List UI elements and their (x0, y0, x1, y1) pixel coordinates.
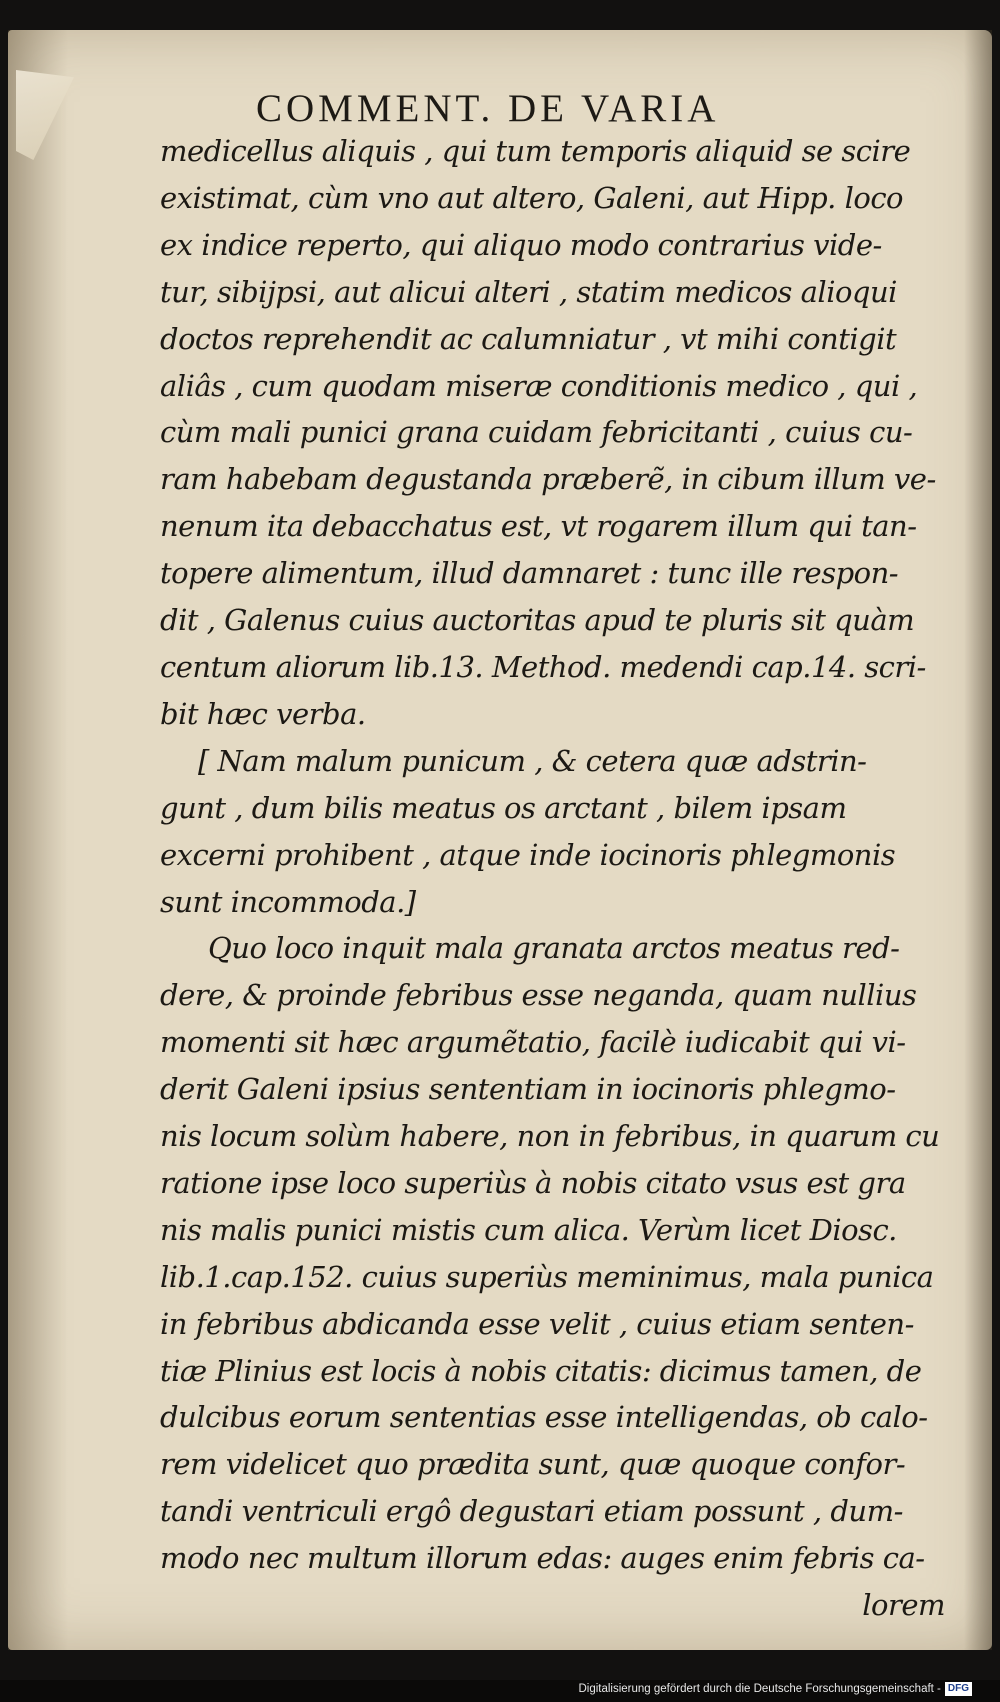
dfg-logo: DFG (945, 1682, 972, 1696)
running-header: COMMENT. DE VARIA (256, 87, 720, 130)
text-line: momenti sit hæc argumẽtatio, facilè iudicabit qui vi- (160, 1025, 906, 1060)
text-line: dit , Galenus cuius auctoritas apud te pluris sit quàm (160, 603, 915, 638)
digitization-credit (578, 1682, 972, 1696)
text-line: bit hæc verba. (160, 696, 366, 731)
text-line: aliâs , cum quodam miseræ conditionis medico , qui , (160, 368, 918, 403)
text-line: dulcibus eorum sententias esse intelligendas, ob calo- (160, 1400, 928, 1435)
text-line: lib.1.cap.152. cuius superiùs meminimus, mala punica (160, 1259, 934, 1294)
text-line: centum aliorum lib.13. Method. medendi cap.14. scri- (160, 649, 926, 684)
text-line: modo nec multum illorum edas: auges enim febris ca- (160, 1541, 925, 1576)
credit-text: Digitalisierung gefördert durch die Deutsche Forschungsgemeinschaft - (578, 1683, 941, 1696)
text-line: existimat, cùm vno aut altero, Galeni, aut Hipp. loco (160, 180, 904, 215)
text-line: tur, sibijpsi, aut alicui alteri , statim medicos alioqui (160, 274, 897, 309)
text-line: topere alimentum, illud damnaret : tunc ille respon- (160, 556, 899, 591)
text-line: nis locum solùm habere, non in febribus, in quarum cu (160, 1119, 940, 1154)
text-line: medicellus aliquis , qui tum temporis aliquid se scire (160, 134, 911, 168)
text-line: Quo loco inquit mala granata arctos meatus red- (208, 931, 900, 966)
text-line: in febribus abdicanda esse velit , cuius etiam senten- (160, 1306, 914, 1341)
folded-corner (16, 70, 74, 160)
text-line: ram habebam degustanda præberẽ, in cibum illum ve- (160, 462, 936, 497)
text-line: nenum ita debacchatus est, vt rogarem illum qui tan- (160, 509, 917, 544)
text-line: tandi ventriculi ergô degustari etiam possunt , dum- (160, 1494, 903, 1529)
quote-line: [ Nam malum punicum , & cetera quæ adstrin- (198, 743, 867, 778)
text-line: tiæ Plinius est locis à nobis citatis: dicimus tamen, de (160, 1353, 922, 1388)
text-line: dere, & proinde febribus esse neganda, quam nullius (160, 978, 917, 1013)
text-line: derit Galeni ipsius sententiam in iocinoris phlegmo- (160, 1072, 896, 1107)
text-line: rem videlicet quo prædita sunt, quæ quoque confor- (160, 1447, 906, 1482)
text-line: nis malis punici mistis cum alica. Verùm licet Diosc. (160, 1212, 897, 1247)
text-line: ex indice reperto, qui aliquo modo contrarius vide- (160, 227, 882, 262)
text-line: ratione ipse loco superiùs à nobis citato vsus est gra (160, 1165, 906, 1200)
body-text (160, 128, 960, 1629)
text-line: doctos reprehendit ac calumniatur , vt mihi contigit (160, 321, 897, 356)
text-line: cùm mali punici grana cuidam febricitanti , cuius cu- (160, 415, 913, 450)
catchword: lorem (862, 1588, 945, 1623)
quote-line: sunt incommoda.] (160, 884, 416, 919)
quote-line: gunt , dum bilis meatus os arctant , bilem ipsam (160, 790, 847, 825)
quote-line: excerni prohibent , atque inde iocinoris phlegmonis (160, 837, 896, 872)
